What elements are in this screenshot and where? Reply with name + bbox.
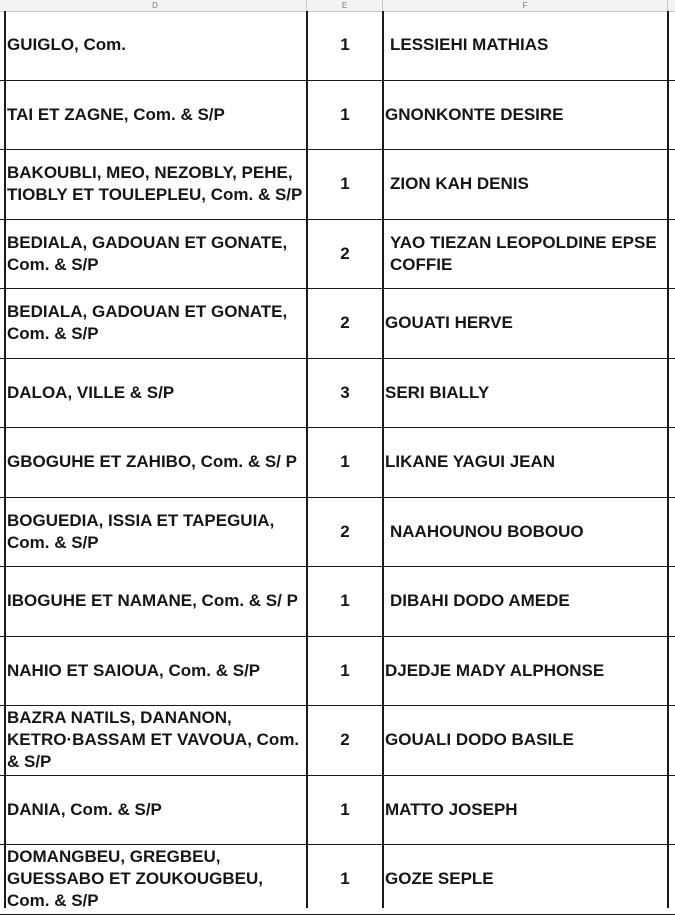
count-cell[interactable]: 1 <box>340 104 350 124</box>
location-cell[interactable]: BEDIALA, GADOUAN ET GONATE, Com. & S/P <box>7 302 288 344</box>
location-cell[interactable]: DANIA, Com. & S/P <box>7 799 162 819</box>
name-text: LESSIEHI MATHIAS <box>390 35 549 55</box>
name-text: GOZE SEPLE <box>385 869 494 889</box>
location-cell[interactable]: DALOA, VILLE & S/P <box>7 382 175 402</box>
spreadsheet-grid <box>0 11 675 915</box>
name-text: SERI BIALLY <box>385 382 490 402</box>
count-cell[interactable]: 2 <box>340 313 350 333</box>
name-text: LIKANE YAGUI JEAN <box>385 452 556 472</box>
grid-line-right <box>667 11 669 908</box>
table-row <box>0 220 675 290</box>
table-row <box>0 498 675 568</box>
grid-line-e-f <box>382 11 384 908</box>
name-cell[interactable] <box>383 567 668 636</box>
location-cell[interactable]: GUIGLO, Com. <box>7 35 126 55</box>
location-cell[interactable]: IBOGUHE ET NAMANE, Com. & S/ P <box>7 591 298 611</box>
name-cell[interactable] <box>383 11 668 80</box>
grid-line-left <box>4 11 6 908</box>
location-cell[interactable]: BAZRA NATILS, DANANON, KETRO·BASSAM ET VAVOUA, Com. & S/P <box>7 708 300 772</box>
location-cell[interactable]: NAHIO ET SAIOUA, Com. & S/P <box>7 660 261 680</box>
table-row <box>0 359 675 429</box>
location-cell[interactable]: GBOGUHE ET ZAHIBO, Com. & S/ P <box>7 452 297 472</box>
count-cell[interactable]: 1 <box>340 799 350 819</box>
table-row <box>0 81 675 151</box>
count-cell[interactable]: 2 <box>340 521 350 541</box>
name-text: YAO TIEZAN LEOPOLDINE EPSE COFFIE <box>390 232 657 274</box>
count-cell[interactable]: 1 <box>340 174 350 194</box>
table-row <box>0 567 675 637</box>
name-text: GNONKONTE DESIRE <box>385 104 564 124</box>
location-cell[interactable]: BEDIALA, GADOUAN ET GONATE, Com. & S/P <box>7 232 288 274</box>
column-header-d[interactable]: D <box>4 0 307 11</box>
count-cell[interactable]: 2 <box>340 243 350 263</box>
location-cell[interactable]: TAI ET ZAGNE, Com. & S/P <box>7 104 225 124</box>
table-row <box>0 776 675 846</box>
location-cell[interactable]: BOGUEDIA, ISSIA ET TAPEGUIA, Com. & S/P <box>7 510 275 552</box>
table-row <box>0 637 675 707</box>
name-cell[interactable] <box>383 498 668 567</box>
table-row <box>0 706 675 776</box>
location-cell[interactable]: BAKOUBLI, MEO, NEZOBLY, PEHE, TIOBLY ET TOULEPLEU, Com. & S/P <box>7 163 303 205</box>
count-cell[interactable]: 3 <box>340 382 350 402</box>
name-cell[interactable] <box>383 220 668 289</box>
table-row <box>0 845 675 915</box>
name-cell[interactable] <box>383 428 668 497</box>
grid-line-d-e <box>306 11 308 908</box>
name-cell[interactable] <box>383 845 668 914</box>
table-row <box>0 150 675 220</box>
table-row <box>0 289 675 359</box>
name-text: DIBAHI DODO AMEDE <box>390 591 570 611</box>
name-cell[interactable] <box>383 706 668 775</box>
name-text: DJEDJE MADY ALPHONSE <box>385 660 605 680</box>
column-header-f[interactable]: F <box>383 0 668 11</box>
name-cell[interactable] <box>383 776 668 845</box>
column-header-e[interactable]: E <box>307 0 383 11</box>
table-row <box>0 11 675 81</box>
name-cell[interactable] <box>383 637 668 706</box>
count-cell[interactable]: 1 <box>340 660 350 680</box>
count-cell[interactable]: 1 <box>340 35 350 55</box>
name-text: NAAHOUNOU BOBOUO <box>390 521 584 541</box>
name-cell[interactable] <box>383 359 668 428</box>
name-cell[interactable] <box>383 289 668 358</box>
count-cell[interactable]: 1 <box>340 452 350 472</box>
count-cell[interactable]: 1 <box>340 869 350 889</box>
name-text: ZION KAH DENIS <box>390 174 529 194</box>
name-text: GOUATI HERVE <box>385 313 513 333</box>
table-row <box>0 428 675 498</box>
name-text: GOUALI DODO BASILE <box>385 730 574 750</box>
name-text: MATTO JOSEPH <box>385 799 518 819</box>
count-cell[interactable]: 1 <box>340 591 350 611</box>
name-cell[interactable] <box>383 81 668 150</box>
location-cell[interactable]: DOMANGBEU, GREGBEU, GUESSABO ET ZOUKOUGBEU, Com. & S/P <box>7 847 263 911</box>
count-cell[interactable]: 2 <box>340 730 350 750</box>
name-cell[interactable] <box>383 150 668 219</box>
